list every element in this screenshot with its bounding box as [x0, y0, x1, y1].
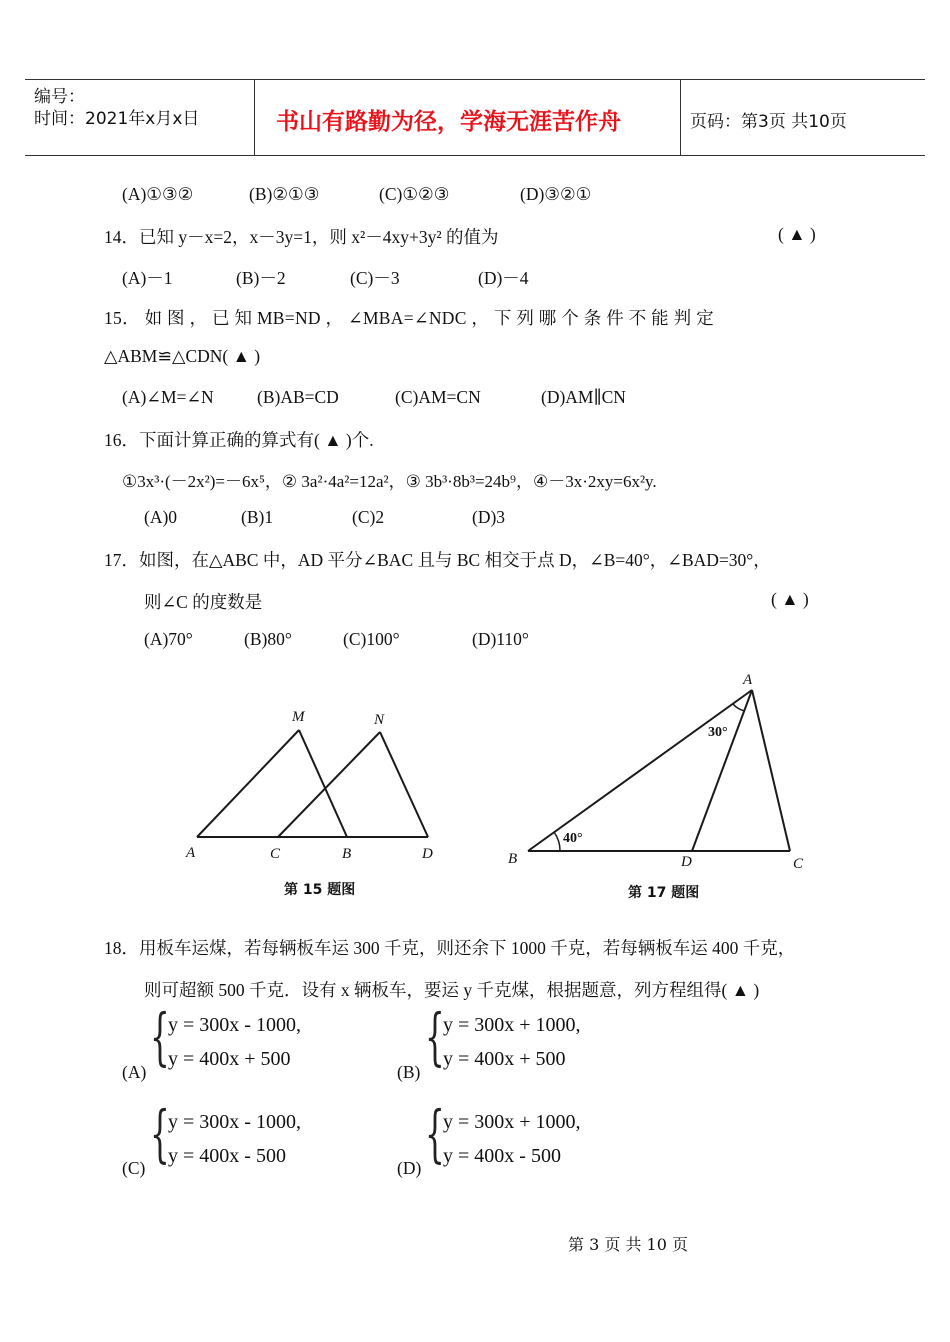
- fig15-segment-cn: [278, 732, 380, 837]
- fig15-label-c: C: [270, 846, 281, 862]
- header-bottom-rule: [25, 155, 925, 156]
- q13-option-a: (A)①③②: [122, 184, 194, 204]
- fig17-label-b: B: [508, 851, 518, 867]
- q14-option-b: (B)－2: [236, 268, 286, 288]
- q15-option-b: (B)AB=CD: [257, 387, 339, 407]
- fig17-angle-arc-a: [733, 704, 745, 711]
- fig15-label-b: B: [342, 846, 352, 862]
- q18-option-d-eq2: y = 400x - 500: [443, 1145, 561, 1167]
- fig17-angle-b-label: 40°: [563, 831, 583, 846]
- header-code-label: 编号：: [34, 87, 85, 107]
- header-divider-left: [254, 79, 255, 155]
- q18-option-c-eq1: y = 300x - 1000,: [168, 1111, 301, 1133]
- header-page-info: 页码：第3页 共10页: [690, 112, 847, 132]
- q18-option-d-brace: {: [425, 1097, 445, 1170]
- fig17-segment-ab: [528, 690, 752, 851]
- q15-stem-line2: △ABM≌△CDN( ▲ ): [104, 346, 261, 366]
- header-top-rule: [25, 79, 925, 80]
- q18-option-c-label: (C): [122, 1158, 146, 1178]
- q14-option-c: (C)－3: [350, 268, 400, 288]
- q18-stem-line2: 则可超额 500 千克．设有 x 辆板车，要运 y 千克煤，根据题意，列方程组得( ▲ ): [144, 980, 760, 1000]
- q16-option-b: (B)1: [241, 507, 274, 527]
- q13-option-c: (C)①②③: [379, 184, 450, 204]
- q16-option-d: (D)3: [472, 507, 506, 527]
- q18-option-c-system: [150, 1097, 350, 1179]
- q18-option-d-eq1: y = 300x + 1000,: [443, 1111, 581, 1133]
- fig17-label-a: A: [743, 672, 753, 688]
- q17-option-d: (D)110°: [472, 629, 529, 649]
- q18-option-b-eq2: y = 400x + 500: [443, 1048, 566, 1070]
- fig17-label-c: C: [793, 856, 804, 872]
- fig15-label-m: M: [292, 709, 305, 725]
- q18-stem-line1: 18．用板车运煤，若每辆板车运 300 千克，则还余下 1000 千克，若每辆板车运 400 千克，: [104, 938, 796, 958]
- q16-option-a: (A)0: [144, 507, 178, 527]
- fig15-segment-nd: [380, 732, 428, 837]
- q14-option-a: (A)－1: [122, 268, 173, 288]
- fig15-segment-am: [197, 730, 299, 837]
- q18-option-c-brace: {: [150, 1097, 170, 1170]
- fig17-caption: 第 17 题图: [628, 885, 700, 901]
- q13-option-b: (B)②①③: [249, 184, 320, 204]
- page-footer: 第 3 页 共 10 页: [568, 1235, 688, 1254]
- q18-option-d-system: [425, 1097, 625, 1179]
- q18-option-a-eq1: y = 300x - 1000,: [168, 1014, 301, 1036]
- q18-option-c-eq2: y = 400x - 500: [168, 1145, 286, 1167]
- fig17-segment-ac: [752, 690, 790, 851]
- fig17-angle-arc-b: [554, 832, 560, 851]
- header-time: 时间：2021年x月x日: [34, 109, 200, 129]
- q17-stem-line1: 17．如图，在△ABC 中，AD 平分∠BAC 且与 BC 相交于点 D，∠B=40°，∠BAD=30°，: [104, 550, 771, 570]
- q14-answer-mark: ( ▲ ): [778, 224, 816, 244]
- q18-option-a-system: [150, 1000, 350, 1082]
- q17-option-b: (B)80°: [244, 629, 292, 649]
- q18-option-a-eq2: y = 400x + 500: [168, 1048, 291, 1070]
- q15-option-c: (C)AM=CN: [395, 387, 481, 407]
- fig15-label-a: A: [186, 845, 196, 861]
- fig17-segment-ad: [692, 690, 752, 851]
- q18-option-b-brace: {: [425, 1000, 445, 1073]
- q18-option-b-system: [425, 1000, 625, 1082]
- fig17-angle-a-label: 30°: [708, 725, 728, 740]
- q18-option-b-label: (B): [397, 1062, 421, 1082]
- fig15-label-d: D: [422, 846, 433, 862]
- fig15-label-n: N: [374, 712, 385, 728]
- figure-17: [500, 665, 820, 880]
- header-motto: 书山有路勤为径，学海无涯苦作舟: [276, 109, 621, 135]
- q18-option-a-brace: {: [150, 1000, 170, 1073]
- figure-15: [170, 700, 460, 870]
- q18-option-a-label: (A): [122, 1062, 147, 1082]
- q14-stem: 14．已知 y－x=2，x－3y=1，则 x²－4xy+3y² 的值为: [104, 227, 499, 247]
- q14-option-d: (D)－4: [478, 268, 529, 288]
- q16-expressions: ①3x³·(－2x²)=－6x⁵，② 3a²·4a²=12a²，③ 3b³·8b³=24b⁹，④－3x·2xy=6x²y.: [122, 472, 657, 491]
- q18-option-d-label: (D): [397, 1158, 422, 1178]
- q15-stem-line1: 15． 如 图 ， 已 知 MB=ND ， ∠MBA=∠NDC ， 下 列 哪 个 条 件 不 能 判 定: [104, 308, 714, 328]
- fig15-segment-mb: [299, 730, 347, 837]
- q17-option-c: (C)100°: [343, 629, 400, 649]
- fig15-caption: 第 15 题图: [284, 882, 356, 898]
- q17-stem-line2: 则∠C 的度数是: [144, 592, 263, 612]
- q17-answer-mark: ( ▲ ): [771, 589, 809, 609]
- header-divider-right: [680, 79, 681, 155]
- q18-option-b-eq1: y = 300x + 1000,: [443, 1014, 581, 1036]
- q16-stem: 16．下面计算正确的算式有( ▲ )个.: [104, 430, 374, 450]
- q15-option-a: (A)∠M=∠N: [122, 387, 214, 407]
- q17-option-a: (A)70°: [144, 629, 193, 649]
- q13-option-d: (D)③②①: [520, 184, 592, 204]
- q15-option-d: (D)AM∥CN: [541, 387, 626, 407]
- fig17-label-d: D: [681, 854, 692, 870]
- q16-option-c: (C)2: [352, 507, 385, 527]
